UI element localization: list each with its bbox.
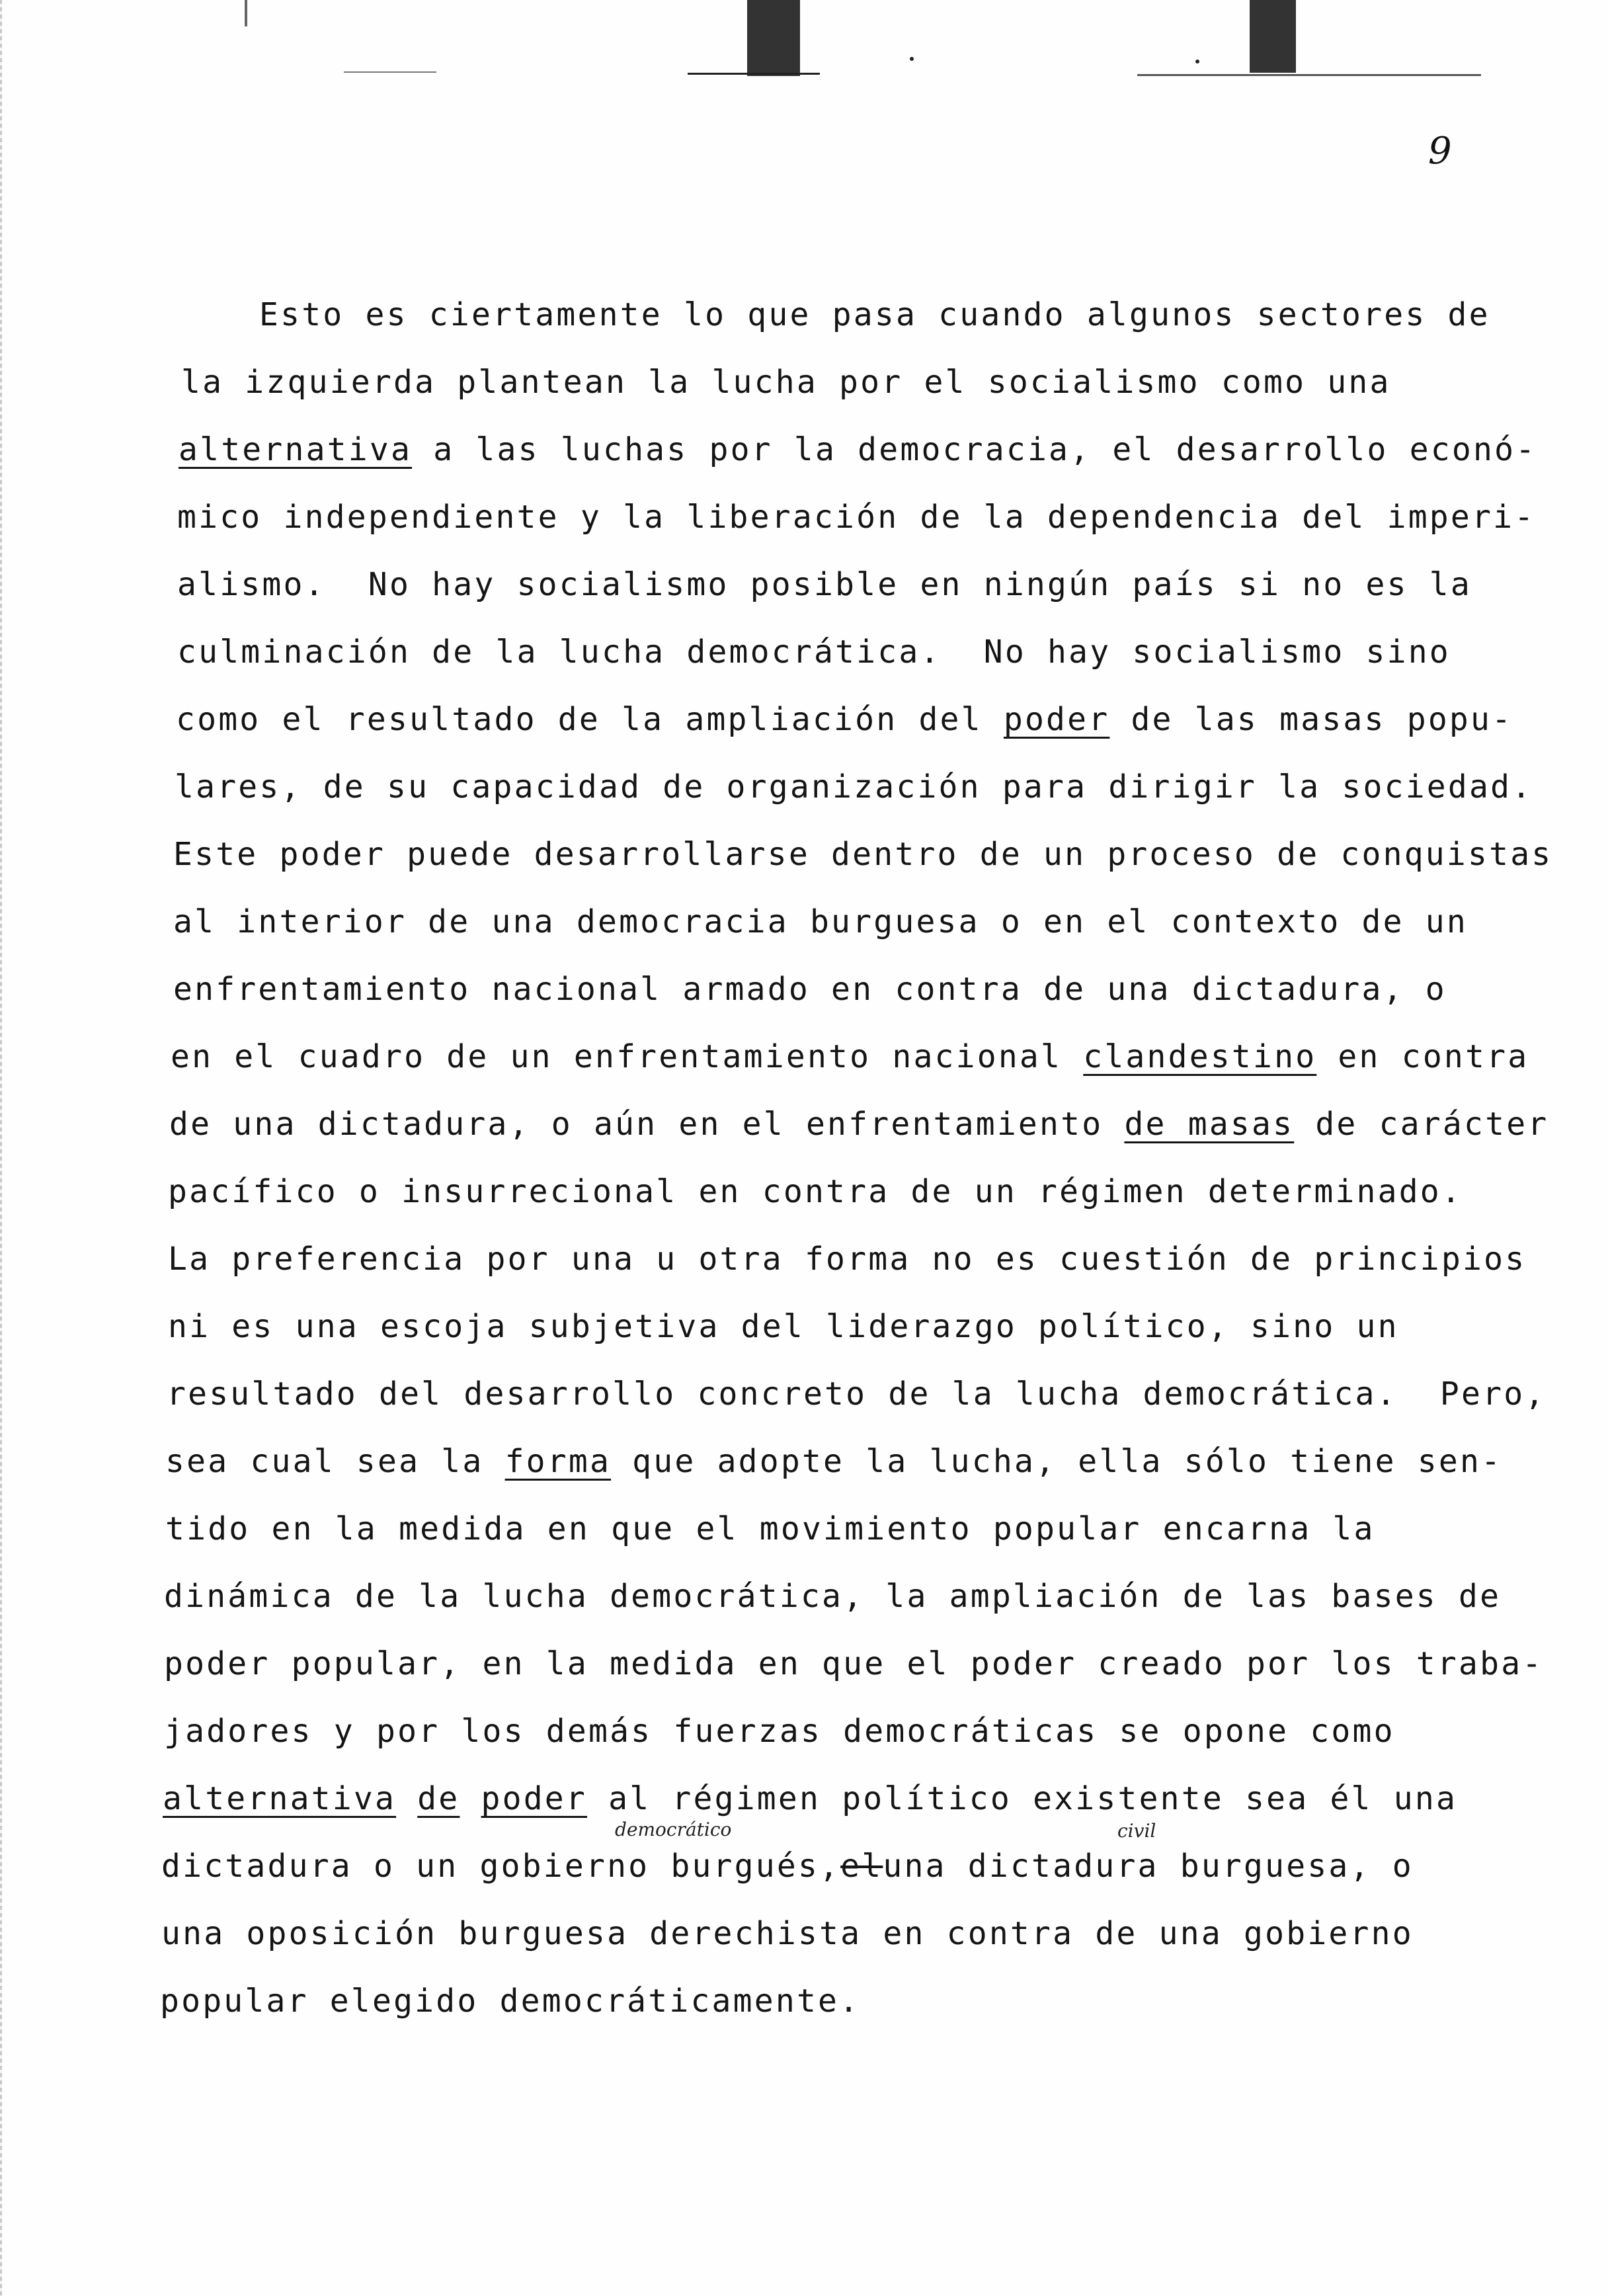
scan-artifact <box>1250 0 1296 73</box>
text-line: dictadura o un gobierno burgués,eluna dictadura burguesa, o <box>161 1848 1414 1885</box>
text-line: Este poder puede desarrollarse dentro de un proceso de conquistas <box>173 836 1553 873</box>
text-line: popular elegido democráticamente. <box>160 1983 861 2020</box>
text-line: en el cuadro de un enfrentamiento nacional clandestino en contra <box>171 1038 1529 1075</box>
scan-artifact <box>344 71 436 73</box>
text-line: lares, de su capacidad de organización para dirigir la sociedad. <box>175 768 1533 805</box>
text-line: una oposición burguesa derechista en contra de una gobierno <box>161 1915 1414 1952</box>
scan-artifact <box>1195 60 1199 63</box>
text-line: pacífico o insurrecional en contra de un régimen determinado. <box>168 1173 1463 1210</box>
text-line: de una dictadura, o aún en el enfrentamiento de masas de carácter <box>169 1106 1549 1143</box>
text-line: como el resultado de la ampliación del poder de las masas popu- <box>176 701 1513 738</box>
text-line: la izquierda plantean la lucha por el socialismo como una <box>181 364 1391 401</box>
text-line: enfrentamiento nacional armado en contra de una dictadura, o <box>173 971 1447 1008</box>
handwritten-insertion: democrático <box>615 1819 732 1840</box>
scan-artifact <box>245 0 247 26</box>
scan-artifact <box>1137 74 1481 76</box>
underlined-word: alternativa <box>179 431 413 468</box>
text-line: culminación de la lucha democrática. No hay socialismo sino <box>177 634 1451 671</box>
text-line: mico independiente y la liberación de la dependencia del imperi- <box>177 499 1536 536</box>
scan-left-edge <box>0 0 2 2296</box>
underlined-word: clandestino <box>1083 1038 1317 1075</box>
text-line: La preferencia por una u otra forma no es cuestión de principios <box>168 1241 1527 1278</box>
struck-word: el <box>840 1848 883 1885</box>
text-line: sea cual sea la forma que adopte la lucha, ella sólo tiene sen- <box>165 1443 1503 1480</box>
text-line: poder popular, en la medida en que el poder creado por los traba- <box>164 1645 1544 1682</box>
scan-artifact <box>688 73 820 75</box>
text-line: jadores y por los demás fuerzas democráticas se opone como <box>164 1713 1395 1750</box>
page-number: 9 <box>1428 130 1452 173</box>
text-line: tido en la medida en que el movimiento popular encarna la <box>165 1510 1375 1547</box>
text-line: ni es una escoja subjetiva del liderazgo político, sino un <box>168 1308 1399 1345</box>
text-line: dinámica de la lucha democrática, la ampliación de las bases de <box>164 1578 1502 1615</box>
handwritten-insertion: civil <box>1117 1820 1156 1842</box>
text-line: al interior de una democracia burguesa o en el contexto de un <box>173 903 1468 940</box>
underlined-word: de masas <box>1124 1106 1295 1143</box>
scan-artifact <box>910 57 914 61</box>
text-line: alternativa de poder al régimen político existente sea él una <box>163 1780 1458 1817</box>
underlined-word: poder <box>481 1780 588 1817</box>
text-line: Esto es ciertamente lo que pasa cuando algunos sectores de <box>259 296 1490 333</box>
text-line: resultado del desarrollo concreto de la lucha democrática. Pero, <box>167 1375 1547 1413</box>
underlined-word: poder <box>1003 701 1110 738</box>
underlined-word: de <box>417 1780 460 1817</box>
text-line: alternativa a las luchas por la democracia, el desarrollo econó- <box>179 431 1537 468</box>
text-line: alismo. No hay socialismo posible en ningún país si no es la <box>177 566 1472 603</box>
scan-artifact <box>747 0 800 76</box>
underlined-word: alternativa <box>163 1780 397 1817</box>
underlined-word: forma <box>504 1443 612 1480</box>
